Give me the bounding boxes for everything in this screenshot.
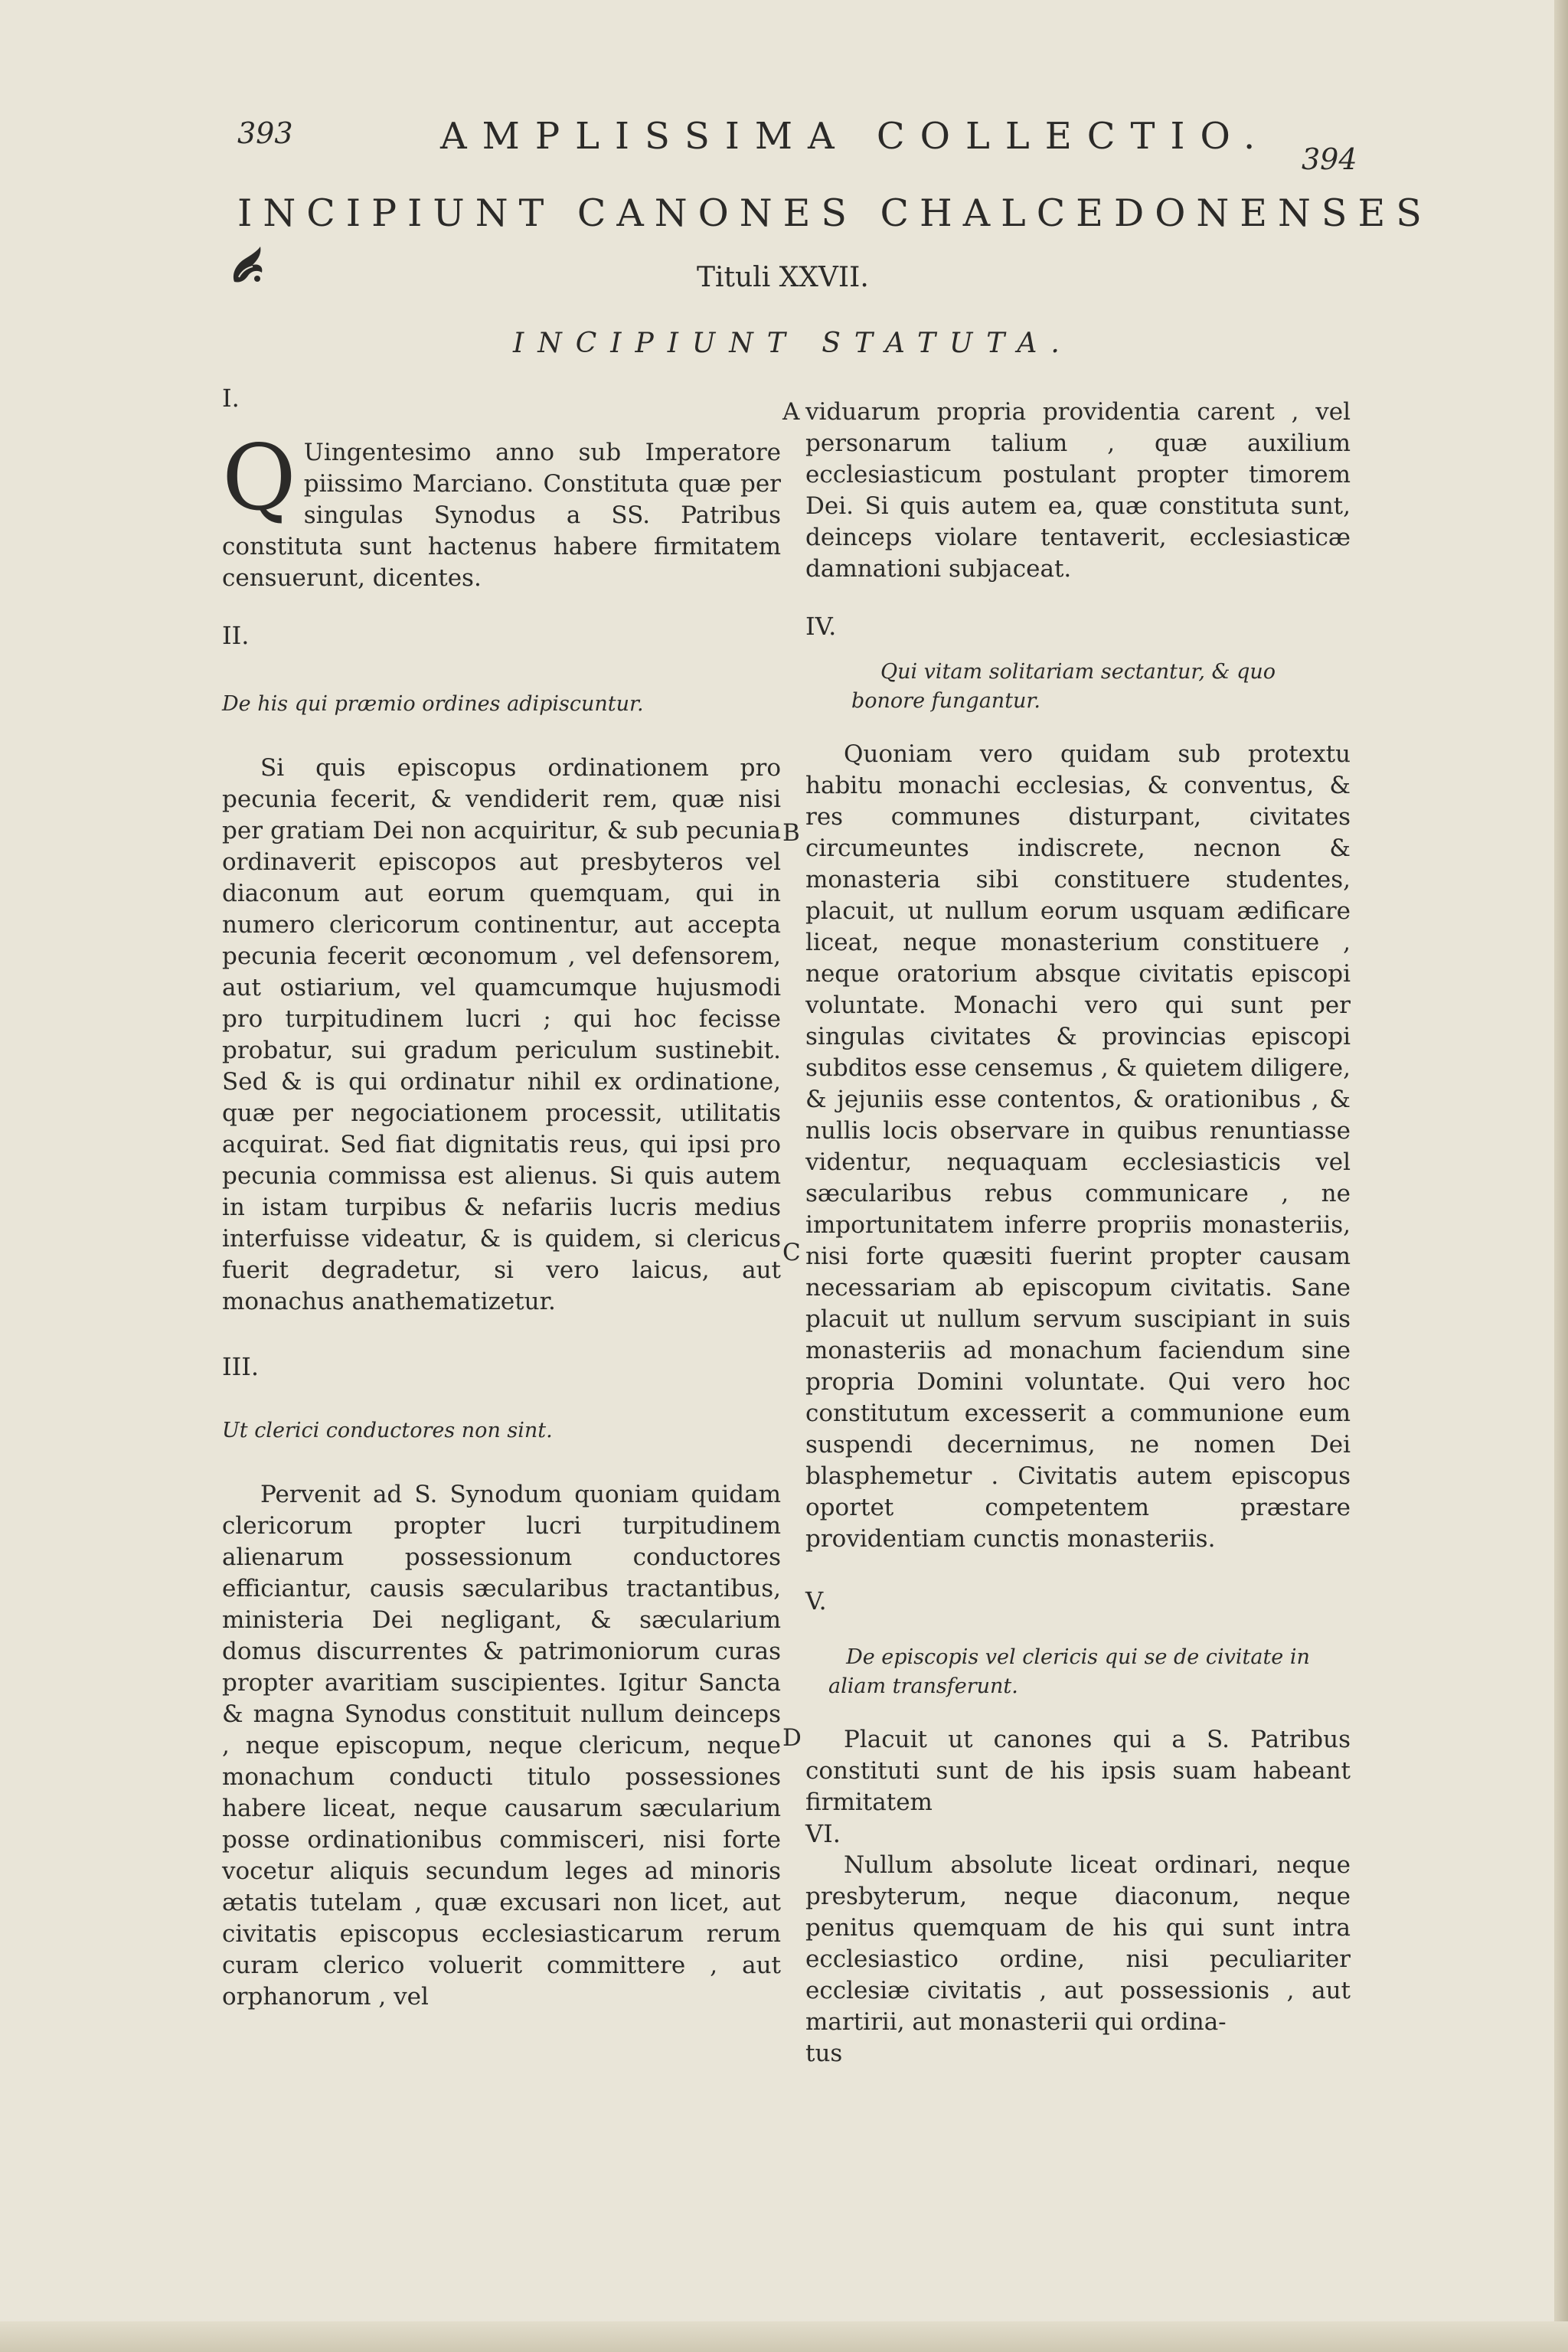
chapter-number: VI.	[805, 1819, 841, 1848]
margin-letter-c: C	[782, 1239, 801, 1266]
margin-letter-a: A	[782, 398, 800, 426]
chapter-heading: De his qui præmio ordines adipiscuntur.	[222, 692, 644, 716]
page-number-left: 393	[237, 116, 293, 150]
main-title: INCIPIUNT CANONES CHALCEDONENSES	[237, 191, 1432, 235]
drop-cap: Q	[222, 425, 296, 531]
chapter-number: V.	[805, 1586, 827, 1615]
paragraph-text: Pervenit ad S. Synodum quoniam quidam clericorum propter lucri turpitudinem alienarum possessionum conductores efficiantur, causis sæcularibus tractantibus, ministeria Dei negligant, & sæcularium domus discurrentes & patrimoniorum curas propter avaritiam suscipientes. Igitur Sancta & magna Synodus constituit nullum deinceps , neque episcopum, neque clericum, neque monachum conducti titulo possessiones habere liceat, neque causarum sæcularium posse ordinationibus commisceri, nisi forte vocetur aliquis secundum leges ad minoris ætatis tutelam , quæ excusari non licet, aut civitatis episcopus ecclesiasticarum rerum curam clerico voluerit committere , aut orphanorum , vel	[222, 1481, 781, 2011]
running-title: AMPLISSIMA COLLECTIO.	[440, 115, 1271, 158]
paragraph-text: Placuit ut canones qui a S. Patribus constituti sunt de his ipsis suam habeant firmitatem	[805, 1726, 1351, 1816]
chapter-heading: Qui vitam solitariam sectantur, & quo bonore fungantur.	[851, 660, 1276, 713]
margin-letter-d: D	[782, 1724, 802, 1752]
statuta-heading: INCIPIUNT STATUTA.	[513, 328, 1073, 359]
chapter-heading: De episcopis vel clericis qui se de civitate in aliam transferunt.	[828, 1645, 1310, 1698]
chapter-number: I.	[222, 384, 240, 413]
chapter-heading: Ut clerici conductores non sint.	[222, 1419, 553, 1442]
printer-ornament-icon	[227, 243, 268, 288]
chapter-number: IV.	[805, 612, 837, 641]
page-bottom-edge	[0, 2321, 1568, 2352]
page-number-right: 394	[1302, 142, 1357, 176]
page-spine-edge	[1554, 0, 1568, 2352]
chapter-number: III.	[222, 1352, 260, 1381]
right-column	[805, 397, 1351, 2069]
chapter-number: II.	[222, 621, 250, 650]
paragraph-text: Nullum absolute liceat ordinari, neque presbyterum, neque diaconum, neque penitus quemquam de his qui sunt intra ecclesiastico ordine, nisi peculiariter ecclesiæ civitatis , aut possessionis , aut martirii, aut monasterii qui ordina-	[805, 1851, 1351, 2036]
paragraph	[222, 425, 781, 594]
paragraph-text: Si quis episcopus ordinationem pro pecunia fecerit, & vendiderit rem, quæ nisi per gratiam Dei non acquiritur, & sub pecunia ordinaverit episcopos aut presbyteros vel diaconum aut eorum quemquam, qui in numero clericorum continentur, aut accepta pecunia fecerit œconomum , vel defensorem, aut ostiarium, vel quamcumque hujusmodi pro turpitudinem lucri ; qui hoc fecisse probatur, sui gradum periculum sustinebit. Sed & is qui ordinatur nihil ex ordinatione, quæ per negociationem processit, utilitatis acquirat. Sed fiat dignitatis reus, qui ipsi pro pecunia commissa est alienus. Si quis autem in istam turpibus & nefariis lucris medius interfuisse videatur, & is quidem, si clericus fuerit degradetur, si vero laicus, aut monachus anathematizetur.	[222, 754, 781, 1315]
paragraph-text: viduarum propria providentia carent , vel personarum talium , quæ auxilium ecclesiasticum postulant propter timorem Dei. Si quis autem ea, quæ constituta sunt, deinceps violare tentaverit, ecclesiasticæ damnationi subjaceat.	[805, 398, 1351, 583]
catchword: tus	[805, 2040, 843, 2067]
paragraph-text: Uingentesimo anno sub Imperatore piissimo Marciano. Constituta quæ per singulas Synodus a SS. Patribus constituta sunt hactenus habere firmitatem censuerunt, dicentes.	[222, 439, 781, 592]
paragraph-text: Quoniam vero quidam sub protextu habitu monachi ecclesias, & conventus, & res communes disturpant, civitates circumeuntes indiscrete, necnon & monasteria sibi constituere studentes, placuit, ut nullum eorum usquam ædificare liceat, neque monasterium constituere , neque oratorium absque civitatis episcopi voluntate. Monachi vero qui sunt per singulas civitates & provincias episcopi subditos esse censemus , & quietem diligere, & jejuniis esse contentos, & orationibus , & nullis locis observare in quibus renuntiasse videntur, nequaquam ecclesiasticis vel sæcularibus rebus communicare , ne importunitatem inferre propriis monasteriis, nisi forte quæsiti fuerint propter causam necessariam ab episcopum civitatis. Sane placuit ut nullum servum suscipiant in suis monasteriis ad monachum faciendum sine propria Domini voluntate. Qui vero hoc constitutum excesserit a communione eum suspendi decernimus, ne nomen Dei blasphemetur . Civitatis autem episcopus oportet competentem præstare providentiam cunctis monasteriis.	[805, 740, 1351, 1553]
margin-letter-b: B	[782, 819, 800, 847]
left-column	[222, 383, 781, 2013]
subtitle: Tituli XXVII.	[697, 262, 869, 293]
